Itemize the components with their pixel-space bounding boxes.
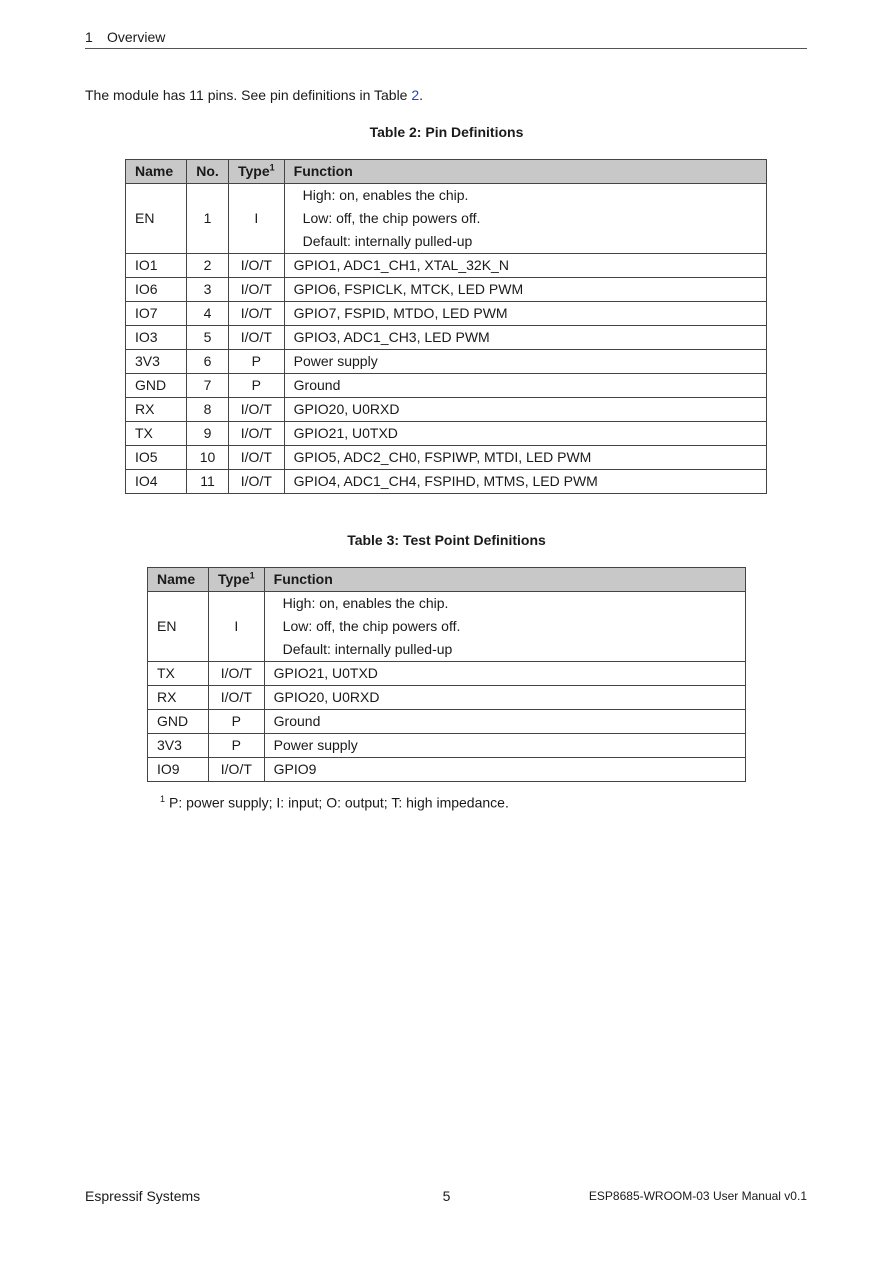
cell-name: IO1 [126,254,187,278]
table-row [126,422,767,446]
table-row [148,758,746,782]
table-row [148,592,746,662]
table-row [126,302,767,326]
cell-type: I/O/T [209,758,265,782]
cell-name: 3V3 [126,350,187,374]
cell-line: High: on, enables the chip. [302,187,469,203]
cell-no: 7 [187,374,229,398]
cell-no: 6 [187,350,229,374]
cell-name: IO6 [126,278,187,302]
table-row [126,184,767,254]
intro-text-end: . [419,87,424,103]
cell-function: GPIO1, ADC1_CH1, XTAL_32K_N [284,254,766,278]
cell-function: GPIO7, FSPID, MTDO, LED PWM [284,302,766,326]
table-row [148,662,746,686]
cell-function: Power supply [264,734,745,758]
cell-no: 5 [187,326,229,350]
page-number: 5 [442,1188,451,1204]
cell-type: I/O/T [209,662,265,686]
test-point-definitions-table [147,567,746,782]
cell-name: RX [148,686,209,710]
footnote-text: P: power supply; I: input; O: output; T: high impedance. [169,794,509,811]
table-2-link[interactable]: 2 [411,87,420,103]
cell-no: 8 [187,398,229,422]
header-type: Type$^1$ [229,160,285,184]
cell-function: GPIO20, U0RXD [284,398,766,422]
footnote-number: 1 [160,794,166,804]
cell-no: 9 [187,422,229,446]
cell-name: 3V3 [148,734,209,758]
table-row [126,350,767,374]
table-row [126,374,767,398]
cell-line: Low: off, the chip powers off. [302,210,481,226]
cell-name: GND [126,374,187,398]
cell-type: I [209,592,265,662]
table-row [126,278,767,302]
header-no: No. [187,160,229,184]
section-title: Overview [107,29,166,45]
header-type: Type$^1$ [209,568,265,592]
table-row [126,470,767,494]
table-row [126,254,767,278]
cell-function: GPIO21, U0TXD [264,662,745,686]
table-row [126,398,767,422]
section-number: 1 [85,29,93,45]
cell-no: 3 [187,278,229,302]
cell-type: I/O/T [209,686,265,710]
cell-type: I/O/T [229,278,285,302]
cell-type: I/O/T [229,398,285,422]
cell-name: EN [126,184,187,254]
cell-type: I/O/T [229,446,285,470]
cell-type: P [209,710,265,734]
cell-name: GND [148,710,209,734]
header-name: Name [148,568,209,592]
intro-paragraph [85,86,423,104]
cell-function [264,592,745,662]
footer-company: Espressif Systems [85,1188,201,1204]
cell-name: IO5 [126,446,187,470]
cell-name: IO7 [126,302,187,326]
table-row [148,734,746,758]
cell-name: TX [126,422,187,446]
cell-name: TX [148,662,209,686]
cell-function: GPIO4, ADC1_CH4, FSPIHD, MTMS, LED PWM [284,470,766,494]
cell-function: GPIO9 [264,758,745,782]
cell-no: 2 [187,254,229,278]
footer-document-title: ESP8685-WROOM-03 User Manual v0.1 [588,1189,807,1203]
cell-line: Low: off, the chip powers off. [282,618,461,634]
cell-no: 1 [187,184,229,254]
cell-no: 4 [187,302,229,326]
cell-function: GPIO20, U0RXD [264,686,745,710]
cell-function: GPIO6, FSPICLK, MTCK, LED PWM [284,278,766,302]
cell-function: Power supply [284,350,766,374]
header-function: Function [264,568,745,592]
cell-type: I [229,184,285,254]
cell-type: I/O/T [229,302,285,326]
cell-no: 11 [187,470,229,494]
footnote [160,790,509,812]
intro-text: The module has 11 pins. See pin definitions in Table [85,87,412,103]
cell-name: RX [126,398,187,422]
cell-type: I/O/T [229,254,285,278]
cell-function: GPIO5, ADC2_CH0, FSPIWP, MTDI, LED PWM [284,446,766,470]
cell-line: Default: internally pulled-up [282,641,453,657]
table-row [126,446,767,470]
pin-definitions-table [125,159,767,494]
cell-type: I/O/T [229,470,285,494]
running-header [85,28,807,49]
cell-function: GPIO3, ADC1_CH3, LED PWM [284,326,766,350]
footnote-marker: 1 [249,570,255,581]
table-header-row [126,160,767,184]
cell-type: I/O/T [229,326,285,350]
table-row [148,686,746,710]
cell-no: 10 [187,446,229,470]
table-row [148,710,746,734]
cell-type: P [209,734,265,758]
header-function: Function [284,160,766,184]
table-3-caption: Table 3: Test Point Definitions [347,532,546,548]
table-header-row [148,568,746,592]
cell-type: I/O/T [229,422,285,446]
cell-function [284,184,766,254]
cell-name: IO3 [126,326,187,350]
cell-line: High: on, enables the chip. [282,595,449,611]
cell-name: IO4 [126,470,187,494]
cell-function: GPIO21, U0TXD [284,422,766,446]
cell-name: EN [148,592,209,662]
cell-name: IO9 [148,758,209,782]
cell-line: Default: internally pulled-up [302,233,473,249]
footnote-marker: 1 [269,162,275,173]
cell-type: P [229,350,285,374]
table-2-caption: Table 2: Pin Definitions [369,124,524,140]
cell-function: Ground [284,374,766,398]
header-name: Name [126,160,187,184]
cell-type: P [229,374,285,398]
cell-function: Ground [264,710,745,734]
table-row [126,326,767,350]
